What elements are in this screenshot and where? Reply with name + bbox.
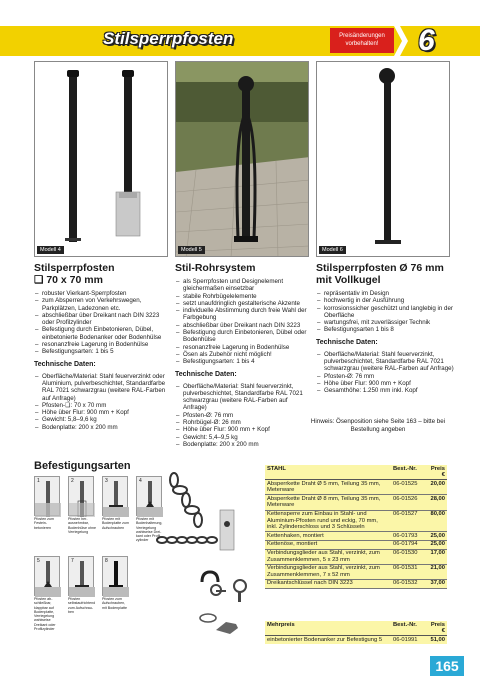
- tech-list: [316, 351, 454, 395]
- tech-item: – Gewicht: 5,4–9,5 kg: [175, 434, 309, 441]
- mounting-type-8: [102, 556, 130, 610]
- price: 20,00: [425, 480, 447, 495]
- table-row: [265, 564, 447, 579]
- mounting-type-5: [34, 556, 62, 631]
- order-number: 06-01526: [391, 495, 425, 510]
- tech-heading: Technische Daten:: [175, 370, 237, 378]
- mounting-number: 7: [71, 558, 74, 564]
- feature-item: – stabile Rohrbügelelemente: [175, 293, 309, 300]
- mounting-diagram: [102, 556, 128, 596]
- order-number: 06-01530: [391, 549, 425, 564]
- item-description: Absperrkette Draht Ø 5 mm, Teilung 35 mm, Meterware: [265, 480, 391, 495]
- table-row: [265, 480, 447, 495]
- price: 17,00: [425, 549, 447, 564]
- feature-list: [316, 290, 454, 334]
- price: 51,00: [430, 636, 445, 643]
- mounting-caption: Pfosten mit Bodenhalterung, Verriegelung wahlweise Dreikant oder Profilzylinder: [136, 517, 163, 543]
- order-number: 06-01532: [391, 579, 425, 588]
- mounting-number: 4: [139, 478, 142, 484]
- feature-item: – resonanzfreie Lagerung in Bodenhülse: [34, 341, 168, 348]
- feature-item: – hochwertig in der Ausführung: [316, 297, 454, 304]
- mounting-type-1: [34, 476, 62, 530]
- mounting-caption: Pfosten zum Festeinbetonieren: [34, 517, 54, 530]
- table-row: [265, 579, 447, 588]
- order-number: 06-01527: [391, 510, 425, 532]
- mounting-diagram: [68, 556, 94, 596]
- column-header: Mehrpreis: [265, 621, 391, 636]
- tech-item: – Oberfläche/Material: Stahl feuerverzinkt oder Aluminium, pulverbeschichtet, Standardfarbe RAL 7021 schwarzgrau (weitere RAL-Farben auf Anfrage): [34, 373, 168, 402]
- item-description: Verbindungsglieder aus Stahl, verzinkt, zum Zusammenklemmen, 5 x 23 mm: [265, 549, 391, 564]
- product-column-1: [34, 262, 168, 431]
- eyelet-position-hint: Hinweis: Ösenposition siehe Seite 163 – bitte bei Bestellung angeben: [310, 418, 446, 433]
- product-photo-model-4: [34, 61, 168, 257]
- feature-item: – repräsentativ im Design: [316, 290, 454, 297]
- tech-item: – Bodenplatte: 200 x 200 mm: [175, 441, 309, 448]
- item-description: einbetonierter Bodenanker zur Befestigung 5: [267, 636, 383, 643]
- tech-item: – Gesamthöhe: 1.250 mm inkl. Kopf: [316, 387, 454, 394]
- price-table-surcharge: [265, 621, 447, 644]
- table-row: [265, 495, 447, 510]
- item-description: Kettenöse, montiert: [265, 540, 391, 549]
- item-description: Absperrkette Draht Ø 8 mm, Teilung 35 mm, Meterware: [265, 495, 391, 510]
- price-change-note: Preisänderungen vorbehalten!: [330, 28, 394, 53]
- price: 25,00: [425, 532, 447, 541]
- feature-item: – Befestigung durch Einbetonieren, Dübel oder Bodenhülse: [175, 329, 309, 344]
- tech-item: – Bodenplatte: 200 x 200 mm: [34, 424, 168, 431]
- product-column-2: [175, 262, 309, 448]
- feature-item: – Befestigungsarten: 1 bis 4: [175, 358, 309, 365]
- order-number: 06-01794: [391, 540, 425, 549]
- mounting-caption: Pfosten mit Bodenplatte zum Aufschrauben: [102, 517, 129, 530]
- mounting-diagram: [34, 556, 60, 596]
- table-row: [265, 549, 447, 564]
- mounting-number: 3: [105, 478, 108, 484]
- feature-item: – setzt unaufdringlich gestalterische Akzente: [175, 300, 309, 307]
- tech-list: [175, 383, 309, 449]
- product-subtitle: ❏ 70 x 70 mm: [34, 274, 103, 286]
- column-header: STAHL: [265, 465, 391, 480]
- mounting-number: 5: [37, 558, 40, 564]
- mounting-caption: Pfosten herausnehmbar, Bodenhülse ohne Verriegelung: [68, 517, 96, 534]
- price: 28,00: [425, 495, 447, 510]
- tech-heading: Technische Daten:: [316, 338, 378, 346]
- feature-item: – individuelle Abstimmung durch freie Wahl der Farbgebung: [175, 307, 309, 322]
- product-photo-model-5: [175, 61, 309, 257]
- tech-heading: Technische Daten:: [34, 360, 96, 368]
- square-bollard-illustration: [35, 62, 168, 257]
- item-description: Kettensperre zum Einbau in Stahl- und Aluminium-Pfosten rund und eckig, 70 mm, inkl. Zylinderschloss und 3 Schlüsseln: [265, 510, 391, 532]
- feature-item: – wartungsfrei, mit zuverlässiger Technik: [316, 319, 454, 326]
- ball-bollard-illustration: [317, 62, 450, 257]
- photo-label: Modell 6: [319, 246, 346, 254]
- mounting-number: 8: [105, 558, 108, 564]
- order-number: 06-01991: [393, 636, 418, 643]
- mounting-caption: Pfosten zum Aufschrauben, mit Bodenplatte: [102, 597, 127, 610]
- product-column-3: [316, 262, 454, 395]
- page-title: Stilsperrpfosten: [103, 29, 234, 48]
- tech-item: – Höhe über Flur: 900 mm + Kopf: [34, 409, 168, 416]
- table-row: [265, 540, 447, 549]
- column-header: Best.-Nr.: [391, 621, 425, 636]
- mounting-type-2: [68, 476, 96, 534]
- tech-item: – Oberfläche/Material: Stahl feuerverzinkt, pulverbeschichtet, Standardfarbe RAL 7021 schwarzgrau (weitere RAL-Farben auf Anfrage): [175, 383, 309, 412]
- tech-item: – Pfosten-Ø: 76 mm: [316, 373, 454, 380]
- feature-item: – abschließbar über Dreikant nach DIN 3223: [175, 322, 309, 329]
- chapter-number: 6: [418, 24, 435, 57]
- feature-item: – zum Absperren von Verkehrswegen, Parkplätzen, Ladezonen etc.: [34, 297, 168, 312]
- tech-item: – Höhe über Flur: 900 mm + Kopf: [175, 426, 309, 433]
- feature-list: [34, 290, 168, 356]
- mounting-diagram: [68, 476, 94, 516]
- mounting-type-3: [102, 476, 130, 530]
- feature-item: – resonanzfreie Lagerung in Bodenhülse: [175, 344, 309, 351]
- product-title: Stilsperrpfosten Ø 76 mm mit Vollkugel: [316, 262, 444, 286]
- tech-item: – Gewicht: 5,8–9,6 kg: [34, 416, 168, 423]
- mounting-number: 1: [37, 478, 40, 484]
- feature-item: – Befestigungsarten: 1 bis 5: [34, 348, 168, 355]
- order-number: 06-01793: [391, 532, 425, 541]
- feature-item: – abschließbar über Dreikant nach DIN 3223 oder Profilzylinder: [34, 312, 168, 327]
- feature-item: – Befestigungsarten 1 bis 8: [316, 326, 454, 333]
- table-row: [265, 532, 447, 541]
- order-number: 06-01525: [391, 480, 425, 495]
- feature-item: – korrosionssicher geschützt und langlebig in der Oberfläche: [316, 305, 454, 320]
- header-bar: [0, 26, 480, 56]
- product-title: Stilsperrpfosten: [34, 262, 115, 274]
- mounting-diagram: [34, 476, 60, 516]
- mounting-diagram: [102, 476, 128, 516]
- photo-label: Modell 4: [37, 246, 64, 254]
- feature-item: – Ösen als Zubehör nicht möglich!: [175, 351, 309, 358]
- mounting-number: 2: [71, 478, 74, 484]
- table-row: [265, 510, 447, 532]
- table-row: [265, 636, 447, 644]
- mounting-types-title: Befestigungsarten: [34, 460, 131, 472]
- tube-system-illustration: [176, 62, 309, 257]
- mounting-caption: Pfosten selbstaufrichtend zum Aufschrauben: [68, 597, 96, 614]
- item-description: Kettenhaken, montiert: [265, 532, 391, 541]
- tech-item: – Oberfläche/Material: Stahl feuerverzinkt, pulverbeschichtet, Standardfarbe RAL 7021 schwarzgrau (weitere RAL-Farben auf Anfrage): [316, 351, 454, 373]
- mounting-caption: Pfosten abschließbar, klappbar auf Bodenplatte, Verriegelung wahlweise Dreikant oder Profilzylinder: [34, 597, 56, 632]
- column-header: Preis €: [425, 621, 447, 636]
- page-number: 165: [430, 656, 464, 676]
- price: 80,00: [425, 510, 447, 532]
- product-photo-model-6: [316, 61, 450, 257]
- price: 25,00: [425, 540, 447, 549]
- tech-list: [34, 373, 168, 431]
- order-number: 06-01531: [391, 564, 425, 579]
- mounting-type-7: [68, 556, 96, 614]
- price: 21,00: [425, 564, 447, 579]
- tech-item: – Höhe über Flur: 900 mm + Kopf: [316, 380, 454, 387]
- price-table-steel: [265, 465, 447, 589]
- tech-item: – Rohrbügel-Ø: 26 mm: [175, 419, 309, 426]
- feature-item: – Befestigung durch Einbetonieren, Dübel, einbetonierte Bodenanker oder Bodenhülse: [34, 326, 168, 341]
- item-description: Verbindungsglieder aus Stahl, verzinkt, zum Zusammenklemmen, 7 x 52 mm: [265, 564, 391, 579]
- photo-label: Modell 5: [178, 246, 205, 254]
- feature-list: [175, 278, 309, 366]
- tech-item: – Pfosten-Ø: 76 mm: [175, 412, 309, 419]
- product-title: Stil-Rohrsystem: [175, 262, 256, 274]
- price: 37,00: [425, 579, 447, 588]
- column-header: Best.-Nr.: [391, 465, 425, 480]
- feature-item: – als Sperrpfosten und Designelement gleichermaßen einsetzbar: [175, 278, 309, 293]
- feature-item: – robuster Vierkant-Sperrpfosten: [34, 290, 168, 297]
- column-header: Preis €: [425, 465, 447, 480]
- chain-accessories-illustration: [154, 470, 258, 640]
- item-description: Dreikantschlüssel nach DIN 3223: [265, 579, 391, 588]
- tech-item: – Pfosten-❏: 70 x 70 mm: [34, 402, 168, 409]
- chevron-icon: [394, 26, 408, 56]
